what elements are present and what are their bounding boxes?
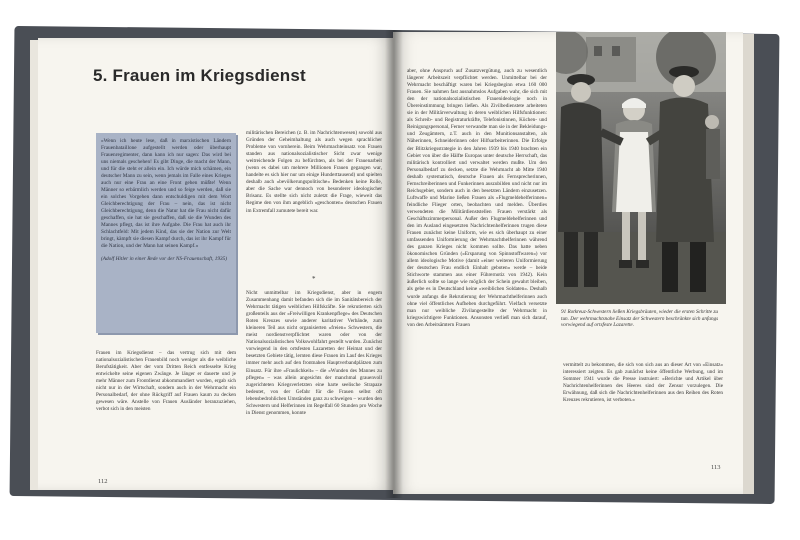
historical-photo	[556, 32, 726, 304]
right-page	[393, 32, 743, 494]
hitler-quote-box	[96, 133, 236, 333]
left-col1-text: Frauen im Kriegsdienst – das vertrug sich mit dem nationalsozialistischen Frauenbild noch weniger als die weibliche Berufstätigkeit. Aber der vom Dritten Reich entfesselte Krieg entwickelte seine eigenen Zwänge. Je länger er dauerte und je mehr Männer zum Frontdienst abkommandiert wurden, ergab sich nicht nur in der Wirtschaft, sondern auch in der Wehrmacht ein Personalbedarf, der ohne Rückgriff auf Frauen kaum zu decken gewesen wäre. Anstelle von Frauen Ausländer heranzuziehen, verbot sich in den meisten	[96, 350, 236, 413]
chapter-title: 5. Frauen im Kriegsdienst	[93, 66, 306, 85]
quote-text: »Wenn ich heute lese, daß in marxistischen Ländern Frauenbataillone aufgestellt werden oder überhaupt Frauenregimenter, dann kann ich nur sagen: Das wird bei uns niemals geschehen! Es gibt Dinge, die macht der Mann, und für die steht er allein ein. Ich würde mich schämen, ein deutscher Mann zu sein, wenn jemals im Falle eines Krieges auch nur eine Frau an eine Front gehen müßte! Wenn Männer so erbärmlich werden und so feige werden, daß sie ein solches Vorgehen dann entschuldigen mit dem Wort Gleichberechtigung der Frau – nein, das ist nicht Gleichberechtigung, denn die Natur hat die Frau nicht dafür geschaffen, sie hat sie geschaffen, daß sie die Wunden des Mannes pflegt, das ist ihre Aufgabe. Die Frau hat auch ihr Schlachtfeld: Mit jedem Kind, das sie der Nation zur Welt bringt, kämpft sie diesen Kampf durch, das ist ihr Kampf für die Nation, und der Mann hat seinen Kampf.«	[101, 138, 231, 249]
book-spine-gutter	[385, 30, 403, 498]
left-col2-top-text: militärischen Bereichen (z. B. im Nachrichtenwesen) sowohl aus Gründen der Geheimhaltung als auch wegen sprachlicher Probleme von vornherein. Beim Wehrmachteinsatz von Frauen standen aus nationalsozialistischer Sicht zwar wenige weitreichende Folgen zu befürchten, als bei der Frauenarbeit (wenn es dabei um mehrere Millionen Frauen gegangen war, handelte es sich hier nur um einige Hunderttausend) und spielten deshalb auch »bevölkerungspolitische« Bedenken keine Rolle, aber die Sache war dennoch von besonderer ideologischer Brisanz. Es stellte sich nicht zuletzt die Frage, wieweit das Regime den von ihm angeblich »geschonten« deutschen Frauen im Extremfall zumutete bereit war.	[246, 130, 382, 214]
right-col1-text: aber, ohne Anspruch auf Zusatzvergütung, auch zu wesentlich längerer Arbeitszeit verpflichtet werden. Unmittelbar bei der Wehrmacht beschäftigt waren bei Kriegsbeginn etwa 160 000 Frauen. Sie nahmen fast ausnahmslos Aufgaben wahr, die sich mit den der nationalsozialistischen Frauenideologie noch in Übereinstimmung bringen ließen. Als Zivilbedienstete arbeiteten sie in der Militärverwaltung in deren weiblichen Hilfsfunktionen: als Schreib- und Registraturkräfte, Telefonistinnen, Küchen- und Reinigungspersonal, Ferner verwandte man sie in der Bekleidungs- und Zeugämtern, z.T. auch in den Munitionsanstalten, als Näherinnen, Schneiderinnen oder Hilfsarbeiterinnen. Die Erfolge der Blitzkriegsstrategie in den Jahren 1939 bis 1940 brachten ein Gebiet von über die Hälfte Europas unter deutsche Herrschaft, das militärisch kontrolliert und verwaltet werden mußte. Um den Personalbedarf zu decken, setzte die Wehrmacht ab Mitte 1940 deshalb systematisch, deutsche Frauen als Fernsprecherinnen, Fernschreiberinnen und Funkerinnen auszubilden und nicht nur im Reichsgebiet, sondern auch in den besetzten Ländern einzusetzen. Luftwaffe und Marine ließen Frauen als »Flugmeldehelferinnen« feindliche Flieger orten, beobachten und melden. Überdies verwendeten die Militärdienststellen Frauen verstärkt als Geschäftszimmerpersonal. Außer den Flugmeldehelferinnen und den im Ausland eingesetzten Nachrichtenhelferinnen trugen diese Frauen zunächst keine Uniform, wie es sich überhaupt zu einer umfassenden Uniformierung der Wehrmachthelferinnen während des ganzen Krieges nicht kommen sollte. Das hatte neben ökonomischen Gründen (»Ersparung von Spinnstoffwaren«) vor allem ideologische Motive (damit »einer weiteren Uniformierung der deutschen Frau endlich Einhalt geboten« werde – beide Stichworte stammen aus einer Führernotiz von 1942). Kein äußerlich sollte so lange wie möglich der Schein gewahrt bleiben, als gebe es in Deutschland keine »weiblichen Soldaten«. Deshalb wurde anfangs die Rekrutierung der Wehrmachthelferinnen auch ohne viel öffentliches Aufheben durchgeführt. Vielfach versetzte man nur weibliche Zivilangestellte der Wehrmacht in kriegswichtigere Funktionen. Ansonsten verließ man sich darauf, von den Arbeitsämtern Frauen	[407, 68, 547, 328]
page-number-right: 113	[711, 464, 721, 471]
left-col2-bottom-text: Nicht unmittelbar im Kriegsdienst, aber in engem Zusammenhang damit befanden sich die im Sanitätsbereich der Wehrmacht tätigen weiblichen Hilfskräfte. Sie rekrutierten sich großenteils aus der »Freiwilligen Krankenpflege« des Deutschen Roten Kreuzes sowie anderer karitativer Verbände, zum kleineren Teil aus nicht organisierten »freien« Schwestern, die meist nordienstverpflichtet waren oder von der Nationalsozialistischen Volkswohlfahrt gestellt wurden. Zunächst vorwiegend in den ortsfesten Lazaretten der Heimat und der besetzten Gebiete tätig, lernten diese Frauen im Lauf des Krieges immer mehr auch auf den frontnahen Hauptverbandplätzen zum Einsatz. Für ihre »Fraulichkeit« – die »Wunden des Mannes zu pflegen« – was allein angesichts der manchmal grauenvoll zugerichteten Kriegsverletzten eine harte seelische Strapaze bedeutet, von der Gefahr für die Frauen selbst oft lebensbedrohlichen Umständen ganz zu schweigen – wurden den Schwestern und Helferinnen im Regelfall 60 Stunden pro Woche in Dienst genommen, konnte	[246, 290, 382, 416]
quote-source: (Adolf Hitler in einer Rede vor der NS-Frauenschaft, 1935)	[101, 256, 228, 262]
photo-nurses-soldiers-illustration	[556, 32, 726, 304]
section-separator-star: *	[312, 275, 316, 283]
page-number-left: 112	[98, 478, 108, 485]
photo-caption: 91 Rotkreuz-Schwestern ließen Kriegsbräuten, wieder die ersten Schritte zu tun. Der wehrmachtsnahe Einsatz der Schwestern beschränkte sich anfangs vorwiegend auf ortsfeste Lazarette.	[561, 309, 719, 329]
left-page	[38, 38, 393, 490]
right-col2-text: vermittelt zu bekommen, die sich von sich aus an dieser Art von »Einsatz« interessiert zeigten. Es gab zunächst keine öffentliche Werbung, und im Sommer 1941 wurde die Presse instruiert: »Berichte und Artikel über Nachrichtenhelferinnen des Heeres sind der Zensur vorzulegen. Die Erwähnung, daß sich die Nachrichtenhelferinnen aus den Reihen des Roten Kreuzes rekrutieren, ist verboten.«	[563, 362, 723, 404]
